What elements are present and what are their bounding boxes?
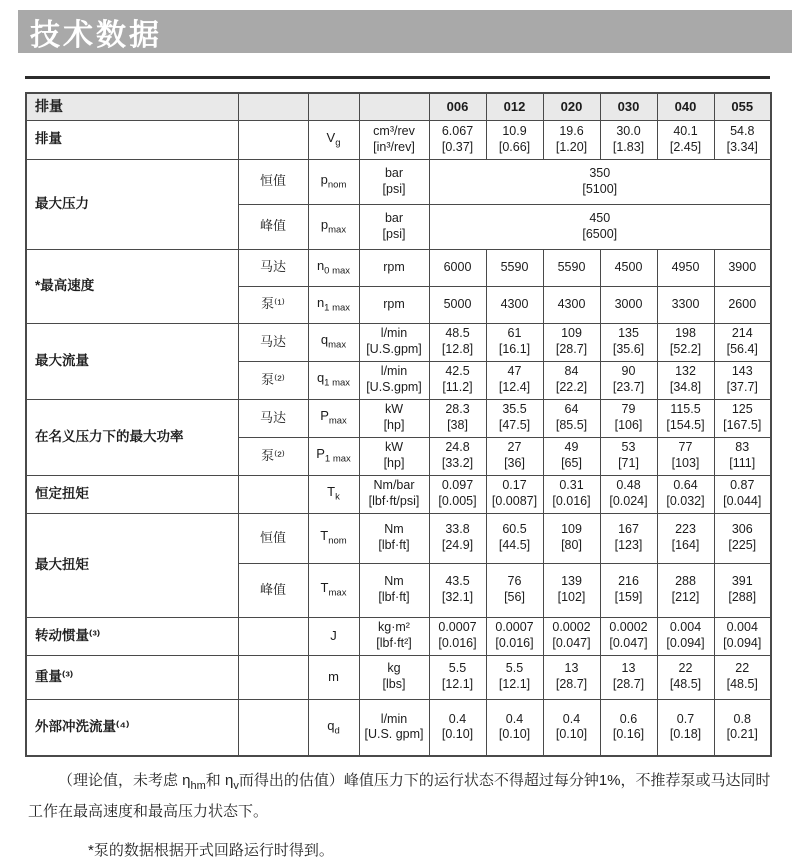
value-cell: 0.87 [0.044] (714, 475, 771, 513)
unit-cell: rpm (359, 286, 429, 323)
unit-cell: l/min [U.S. gpm] (359, 699, 429, 756)
value-cell: 125 [167.5] (714, 399, 771, 437)
unit-cell: kW [hp] (359, 437, 429, 475)
symbol-cell: $p_{nom}$ (308, 159, 359, 204)
value-cell: 0.4 [0.10] (486, 699, 543, 756)
table-row (26, 159, 771, 204)
value-cell: 79 [106] (600, 399, 657, 437)
column-header-020: 020 (543, 93, 600, 120)
value-cell: 143 [37.7] (714, 361, 771, 399)
value-cell: 198 [52.2] (657, 323, 714, 361)
sub-label (238, 655, 308, 699)
value-cell: 2600 (714, 286, 771, 323)
value-cell: 0.4 [0.10] (429, 699, 486, 756)
value-cell: 4500 (600, 249, 657, 286)
sub-label: 峰值 (238, 563, 308, 617)
unit-cell: Nm [lbf·ft] (359, 513, 429, 563)
table-row (26, 399, 771, 437)
value-cell: 3000 (600, 286, 657, 323)
row-label: 恒定扭矩 (26, 475, 238, 513)
value-cell: 167 [123] (600, 513, 657, 563)
spec-table-body (26, 93, 771, 756)
symbol-cell: $V_g$ (308, 120, 359, 159)
column-header-012: 012 (486, 93, 543, 120)
value-cell: 5000 (429, 286, 486, 323)
value-span-cell: 350 [5100] (429, 159, 771, 204)
sub-label: 马达 (238, 323, 308, 361)
value-cell: 3900 (714, 249, 771, 286)
value-cell: 33.8 [24.9] (429, 513, 486, 563)
unit-cell: Nm [lbf·ft] (359, 563, 429, 617)
unit-cell: bar [psi] (359, 204, 429, 249)
row-label: 最大流量 (26, 323, 238, 399)
value-cell: 19.6 [1.20] (543, 120, 600, 159)
row-label: *最高速度 (26, 249, 238, 323)
header-label: 排量 (26, 93, 238, 120)
value-cell: 5590 (543, 249, 600, 286)
symbol-cell: $T_{max}$ (308, 563, 359, 617)
value-cell: 83 [111] (714, 437, 771, 475)
unit-cell: kg [lbs] (359, 655, 429, 699)
symbol-cell: m (308, 655, 359, 699)
sub-label: 恒值 (238, 513, 308, 563)
table-row (26, 513, 771, 563)
header-empty-cell (359, 93, 429, 120)
table-row (26, 617, 771, 655)
value-cell: 10.9 [0.66] (486, 120, 543, 159)
value-cell: 35.5 [47.5] (486, 399, 543, 437)
table-row (26, 120, 771, 159)
spec-table (25, 92, 772, 757)
sub-label: 泵⁽²⁾ (238, 361, 308, 399)
symbol-cell: $T_k$ (308, 475, 359, 513)
value-cell: 216 [159] (600, 563, 657, 617)
value-cell: 0.17 [0.0087] (486, 475, 543, 513)
value-cell: 0.004 [0.094] (657, 617, 714, 655)
column-header-030: 030 (600, 93, 657, 120)
unit-cell: kW [hp] (359, 399, 429, 437)
value-cell: 288 [212] (657, 563, 714, 617)
value-cell: 30.0 [1.83] (600, 120, 657, 159)
symbol-cell: $q_d$ (308, 699, 359, 756)
value-cell: 28.3 [38] (429, 399, 486, 437)
value-cell: 4950 (657, 249, 714, 286)
value-cell: 391 [288] (714, 563, 771, 617)
row-label: 最大扭矩 (26, 513, 238, 617)
value-cell: 49 [65] (543, 437, 600, 475)
value-cell: 0.0007 [0.016] (429, 617, 486, 655)
value-cell: 54.8 [3.34] (714, 120, 771, 159)
value-cell: 61 [16.1] (486, 323, 543, 361)
row-label: 外部冲洗流量⁽⁴⁾ (26, 699, 238, 756)
value-cell: 53 [71] (600, 437, 657, 475)
value-cell: 76 [56] (486, 563, 543, 617)
sub-label: 泵⁽²⁾ (238, 437, 308, 475)
unit-cell: Nm/bar [lbf·ft/psi] (359, 475, 429, 513)
symbol-cell: J (308, 617, 359, 655)
value-cell: 0.097 [0.005] (429, 475, 486, 513)
value-cell: 5.5 [12.1] (429, 655, 486, 699)
value-cell: 42.5 [11.2] (429, 361, 486, 399)
value-cell: 0.31 [0.016] (543, 475, 600, 513)
footnotes (28, 766, 780, 866)
value-cell: 0.0002 [0.047] (543, 617, 600, 655)
value-cell: 43.5 [32.1] (429, 563, 486, 617)
sub-label (238, 120, 308, 159)
value-cell: 214 [56.4] (714, 323, 771, 361)
unit-cell: kg·m² [lbf·ft²] (359, 617, 429, 655)
value-cell: 6.067 [0.37] (429, 120, 486, 159)
divider (25, 76, 770, 79)
value-cell: 4300 (543, 286, 600, 323)
value-cell: 139 [102] (543, 563, 600, 617)
value-cell: 0.0002 [0.047] (600, 617, 657, 655)
value-cell: 48.5 [12.8] (429, 323, 486, 361)
column-header-040: 040 (657, 93, 714, 120)
value-cell: 132 [34.8] (657, 361, 714, 399)
row-label: 排量 (26, 120, 238, 159)
sub-label (238, 475, 308, 513)
value-cell: 115.5 [154.5] (657, 399, 714, 437)
row-label: 最大压力 (26, 159, 238, 249)
value-cell: 0.0007 [0.016] (486, 617, 543, 655)
sub-label (238, 699, 308, 756)
header-empty-cell (238, 93, 308, 120)
symbol-cell: $q_{max}$ (308, 323, 359, 361)
value-cell: 22 [48.5] (714, 655, 771, 699)
value-span-cell: 450 [6500] (429, 204, 771, 249)
table-row (26, 323, 771, 361)
value-cell: 109 [28.7] (543, 323, 600, 361)
value-cell: 13 [28.7] (543, 655, 600, 699)
table-row (26, 249, 771, 286)
sub-label (238, 617, 308, 655)
value-cell: 109 [80] (543, 513, 600, 563)
value-cell: 47 [12.4] (486, 361, 543, 399)
header-empty-cell (308, 93, 359, 120)
value-cell: 0.7 [0.18] (657, 699, 714, 756)
value-cell: 0.64 [0.032] (657, 475, 714, 513)
value-cell: 13 [28.7] (600, 655, 657, 699)
value-cell: 0.4 [0.10] (543, 699, 600, 756)
symbol-cell: $n_{1 max}$ (308, 286, 359, 323)
symbol-cell: $T_{nom}$ (308, 513, 359, 563)
sub-label: 马达 (238, 249, 308, 286)
row-label: 重量⁽³⁾ (26, 655, 238, 699)
value-cell: 0.004 [0.094] (714, 617, 771, 655)
sub-label: 泵⁽¹⁾ (238, 286, 308, 323)
value-cell: 306 [225] (714, 513, 771, 563)
value-cell: 5590 (486, 249, 543, 286)
value-cell: 22 [48.5] (657, 655, 714, 699)
symbol-cell: $n_{0 max}$ (308, 249, 359, 286)
unit-cell: cm³/rev [in³/rev] (359, 120, 429, 159)
sub-label: 峰值 (238, 204, 308, 249)
sub-label: 恒值 (238, 159, 308, 204)
column-header-055: 055 (714, 93, 771, 120)
value-cell: 40.1 [2.45] (657, 120, 714, 159)
value-cell: 27 [36] (486, 437, 543, 475)
footnote-2: *泵的数据根据开式回路运行时得到。 (88, 842, 334, 859)
value-cell: 77 [103] (657, 437, 714, 475)
symbol-cell: $p_{max}$ (308, 204, 359, 249)
symbol-cell: $q_{1 max}$ (308, 361, 359, 399)
unit-cell: l/min [U.S.gpm] (359, 323, 429, 361)
row-label: 转动惯量⁽³⁾ (26, 617, 238, 655)
value-cell: 3300 (657, 286, 714, 323)
sub-label: 马达 (238, 399, 308, 437)
value-cell: 60.5 [44.5] (486, 513, 543, 563)
table-row (26, 655, 771, 699)
table-row (26, 475, 771, 513)
value-cell: 84 [22.2] (543, 361, 600, 399)
value-cell: 4300 (486, 286, 543, 323)
value-cell: 223 [164] (657, 513, 714, 563)
page-title-text: 技术数据 (30, 18, 162, 52)
unit-cell: l/min [U.S.gpm] (359, 361, 429, 399)
table-header-row (26, 93, 771, 120)
value-cell: 64 [85.5] (543, 399, 600, 437)
value-cell: 6000 (429, 249, 486, 286)
value-cell: 5.5 [12.1] (486, 655, 543, 699)
unit-cell: rpm (359, 249, 429, 286)
value-cell: 24.8 [33.2] (429, 437, 486, 475)
column-header-006: 006 (429, 93, 486, 120)
row-label: 在名义压力下的最大功率 (26, 399, 238, 475)
value-cell: 90 [23.7] (600, 361, 657, 399)
value-cell: 0.48 [0.024] (600, 475, 657, 513)
table-row (26, 699, 771, 756)
value-cell: 135 [35.6] (600, 323, 657, 361)
page-title (18, 10, 792, 53)
symbol-cell: $P_{max}$ (308, 399, 359, 437)
value-cell: 0.6 [0.16] (600, 699, 657, 756)
unit-cell: bar [psi] (359, 159, 429, 204)
symbol-cell: $P_{1 max}$ (308, 437, 359, 475)
value-cell: 0.8 [0.21] (714, 699, 771, 756)
footnote-1: （理论值，未考虑 $\eta_{hm}$和 $\eta_v$而得出的估值）峰值压力下的运行状态不得超过每分钟1%，不推荐泵或马达同时工作在最高速度和最高压力状态下。 (28, 772, 771, 820)
